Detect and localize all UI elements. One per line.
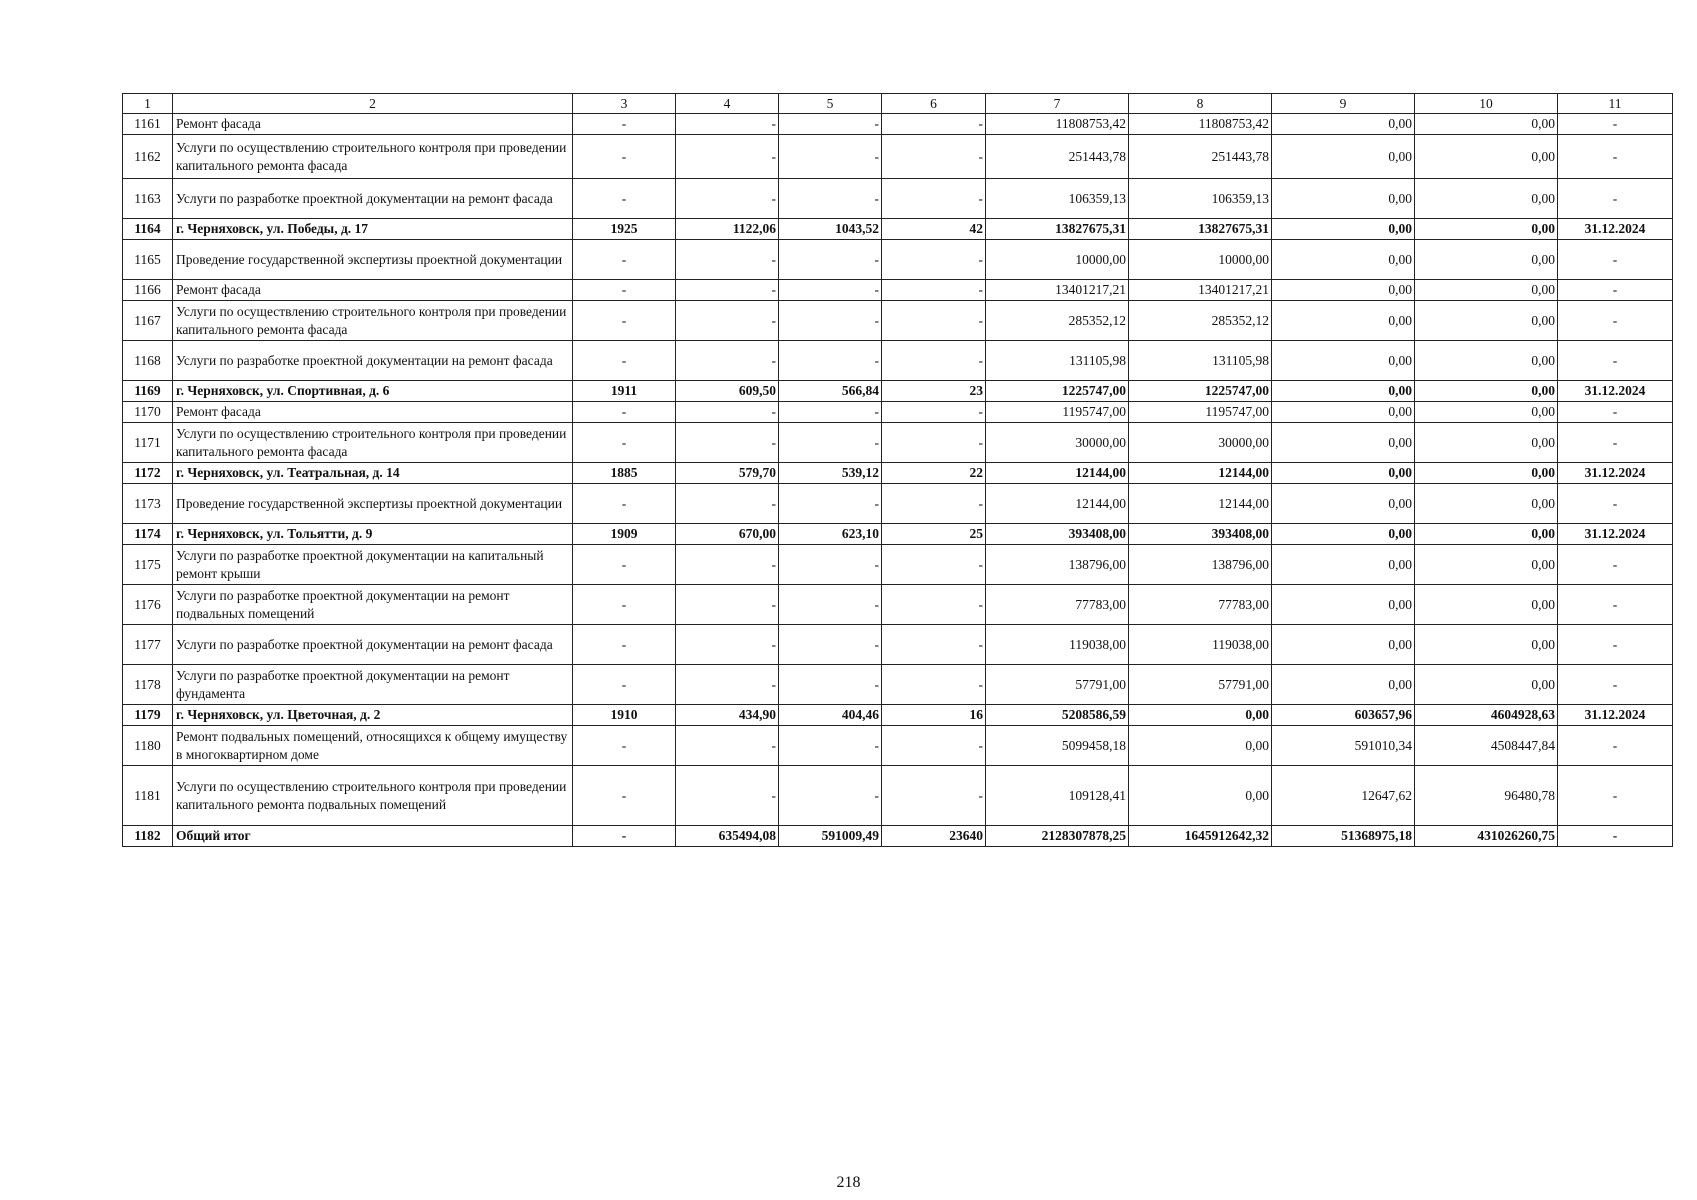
col3-cell: - <box>573 135 676 179</box>
row-number-cell: 1177 <box>123 625 173 665</box>
table-row <box>123 341 1673 381</box>
row-number-cell: 1180 <box>123 726 173 766</box>
col9-cell: 0,00 <box>1272 524 1415 545</box>
col5-cell: - <box>779 341 882 381</box>
col3-cell: - <box>573 665 676 705</box>
col10-cell: 0,00 <box>1415 463 1558 484</box>
col4-cell: - <box>676 766 779 826</box>
col8-cell: 1645912642,32 <box>1129 826 1272 847</box>
col8-cell: 13827675,31 <box>1129 219 1272 240</box>
col9-cell: 0,00 <box>1272 402 1415 423</box>
col7-cell: 393408,00 <box>986 524 1129 545</box>
col9-cell: 0,00 <box>1272 381 1415 402</box>
description-cell: Услуги по осуществлению строительного контроля при проведении капитального ремонта фасада <box>173 301 573 341</box>
col5-cell: - <box>779 545 882 585</box>
col4-cell: 670,00 <box>676 524 779 545</box>
col7-cell: 12144,00 <box>986 484 1129 524</box>
col9-cell: 0,00 <box>1272 179 1415 219</box>
col8-cell: 393408,00 <box>1129 524 1272 545</box>
col5-cell: 404,46 <box>779 705 882 726</box>
col3-cell: - <box>573 240 676 280</box>
col7-cell: 12144,00 <box>986 463 1129 484</box>
col7-cell: 138796,00 <box>986 545 1129 585</box>
col9-cell: 603657,96 <box>1272 705 1415 726</box>
row-number-cell: 1178 <box>123 665 173 705</box>
col8-cell: 12144,00 <box>1129 484 1272 524</box>
col6-cell: - <box>882 423 986 463</box>
row-number-cell: 1165 <box>123 240 173 280</box>
col8-cell: 131105,98 <box>1129 341 1272 381</box>
col11-cell: - <box>1558 826 1673 847</box>
col3-cell: - <box>573 826 676 847</box>
col11-cell: - <box>1558 585 1673 625</box>
col9-cell: 0,00 <box>1272 135 1415 179</box>
col3-cell: - <box>573 114 676 135</box>
col10-cell: 0,00 <box>1415 301 1558 341</box>
col10-cell: 431026260,75 <box>1415 826 1558 847</box>
col4-cell: - <box>676 545 779 585</box>
col11-cell: - <box>1558 766 1673 826</box>
row-number-cell: 1171 <box>123 423 173 463</box>
col11-cell: - <box>1558 423 1673 463</box>
row-number-cell: 1163 <box>123 179 173 219</box>
col6-cell: 16 <box>882 705 986 726</box>
col4-cell: 579,70 <box>676 463 779 484</box>
document-sheet <box>122 93 1672 847</box>
col4-cell: - <box>676 726 779 766</box>
row-number-cell: 1166 <box>123 280 173 301</box>
col5-cell: 566,84 <box>779 381 882 402</box>
col5-cell: - <box>779 726 882 766</box>
col3-cell: - <box>573 301 676 341</box>
table-row <box>123 381 1673 402</box>
description-cell: Услуги по осуществлению строительного контроля при проведении капитального ремонта фасада <box>173 423 573 463</box>
col5-cell: 1043,52 <box>779 219 882 240</box>
col5-cell: - <box>779 402 882 423</box>
col9-cell: 0,00 <box>1272 665 1415 705</box>
col5-cell: 539,12 <box>779 463 882 484</box>
col3-cell: - <box>573 766 676 826</box>
col7-cell: 11808753,42 <box>986 114 1129 135</box>
col3-cell: - <box>573 179 676 219</box>
col8-cell: 138796,00 <box>1129 545 1272 585</box>
col7-cell: 13827675,31 <box>986 219 1129 240</box>
col4-cell: - <box>676 665 779 705</box>
col7-cell: 131105,98 <box>986 341 1129 381</box>
row-number-cell: 1164 <box>123 219 173 240</box>
col5-cell: - <box>779 301 882 341</box>
row-number-cell: 1173 <box>123 484 173 524</box>
col4-cell: - <box>676 301 779 341</box>
description-cell: г. Черняховск, ул. Тольятти, д. 9 <box>173 524 573 545</box>
col11-cell: 31.12.2024 <box>1558 381 1673 402</box>
col5-cell: - <box>779 766 882 826</box>
col8-cell: 11808753,42 <box>1129 114 1272 135</box>
col9-cell: 0,00 <box>1272 114 1415 135</box>
header-cell: 2 <box>173 94 573 114</box>
col10-cell: 4604928,63 <box>1415 705 1558 726</box>
col11-cell: 31.12.2024 <box>1558 219 1673 240</box>
col4-cell: 434,90 <box>676 705 779 726</box>
col5-cell: - <box>779 625 882 665</box>
col5-cell: - <box>779 280 882 301</box>
header-cell: 8 <box>1129 94 1272 114</box>
col10-cell: 96480,78 <box>1415 766 1558 826</box>
description-cell: Услуги по осуществлению строительного контроля при проведении капитального ремонта подвальных помещений <box>173 766 573 826</box>
col11-cell: - <box>1558 341 1673 381</box>
col8-cell: 10000,00 <box>1129 240 1272 280</box>
col7-cell: 77783,00 <box>986 585 1129 625</box>
col6-cell: - <box>882 280 986 301</box>
col8-cell: 1225747,00 <box>1129 381 1272 402</box>
description-cell: Ремонт фасада <box>173 114 573 135</box>
header-cell: 4 <box>676 94 779 114</box>
col10-cell: 0,00 <box>1415 665 1558 705</box>
col11-cell: - <box>1558 545 1673 585</box>
col3-cell: 1885 <box>573 463 676 484</box>
col11-cell: - <box>1558 726 1673 766</box>
col5-cell: - <box>779 114 882 135</box>
col10-cell: 0,00 <box>1415 135 1558 179</box>
row-number-cell: 1161 <box>123 114 173 135</box>
col6-cell: 42 <box>882 219 986 240</box>
table-row <box>123 135 1673 179</box>
description-cell: г. Черняховск, ул. Театральная, д. 14 <box>173 463 573 484</box>
row-number-cell: 1162 <box>123 135 173 179</box>
col3-cell: - <box>573 545 676 585</box>
col3-cell: 1909 <box>573 524 676 545</box>
header-cell: 9 <box>1272 94 1415 114</box>
description-cell: г. Черняховск, ул. Спортивная, д. 6 <box>173 381 573 402</box>
col10-cell: 0,00 <box>1415 280 1558 301</box>
description-cell: Ремонт фасада <box>173 280 573 301</box>
description-cell: Услуги по разработке проектной документации на ремонт фасада <box>173 179 573 219</box>
col11-cell: - <box>1558 402 1673 423</box>
table-row <box>123 585 1673 625</box>
col3-cell: 1910 <box>573 705 676 726</box>
table-row <box>123 240 1673 280</box>
col6-cell: - <box>882 585 986 625</box>
col6-cell: - <box>882 665 986 705</box>
header-cell: 3 <box>573 94 676 114</box>
col7-cell: 57791,00 <box>986 665 1129 705</box>
row-number-cell: 1182 <box>123 826 173 847</box>
col4-cell: - <box>676 625 779 665</box>
col7-cell: 106359,13 <box>986 179 1129 219</box>
col10-cell: 4508447,84 <box>1415 726 1558 766</box>
col11-cell: 31.12.2024 <box>1558 524 1673 545</box>
col7-cell: 119038,00 <box>986 625 1129 665</box>
header-cell: 7 <box>986 94 1129 114</box>
col7-cell: 1195747,00 <box>986 402 1129 423</box>
col7-cell: 5208586,59 <box>986 705 1129 726</box>
col5-cell: 591009,49 <box>779 826 882 847</box>
col9-cell: 12647,62 <box>1272 766 1415 826</box>
col6-cell: - <box>882 301 986 341</box>
description-cell: Проведение государственной экспертизы проектной документации <box>173 484 573 524</box>
col4-cell: 635494,08 <box>676 826 779 847</box>
description-cell: Услуги по разработке проектной документации на ремонт фундамента <box>173 665 573 705</box>
col11-cell: - <box>1558 114 1673 135</box>
col9-cell: 0,00 <box>1272 301 1415 341</box>
table-row <box>123 705 1673 726</box>
col8-cell: 77783,00 <box>1129 585 1272 625</box>
col6-cell: - <box>882 726 986 766</box>
row-number-cell: 1179 <box>123 705 173 726</box>
col8-cell: 285352,12 <box>1129 301 1272 341</box>
col5-cell: - <box>779 585 882 625</box>
col11-cell: - <box>1558 240 1673 280</box>
col8-cell: 251443,78 <box>1129 135 1272 179</box>
col8-cell: 119038,00 <box>1129 625 1272 665</box>
header-cell: 11 <box>1558 94 1673 114</box>
row-number-cell: 1176 <box>123 585 173 625</box>
col7-cell: 1225747,00 <box>986 381 1129 402</box>
col9-cell: 0,00 <box>1272 625 1415 665</box>
col8-cell: 1195747,00 <box>1129 402 1272 423</box>
table-row <box>123 545 1673 585</box>
row-number-cell: 1168 <box>123 341 173 381</box>
col10-cell: 0,00 <box>1415 219 1558 240</box>
col3-cell: - <box>573 585 676 625</box>
col11-cell: - <box>1558 135 1673 179</box>
col7-cell: 2128307878,25 <box>986 826 1129 847</box>
table-row <box>123 301 1673 341</box>
col9-cell: 0,00 <box>1272 341 1415 381</box>
col5-cell: - <box>779 179 882 219</box>
description-cell: Услуги по разработке проектной документации на ремонт фасада <box>173 341 573 381</box>
col9-cell: 0,00 <box>1272 484 1415 524</box>
col10-cell: 0,00 <box>1415 402 1558 423</box>
col6-cell: - <box>882 179 986 219</box>
header-cell: 6 <box>882 94 986 114</box>
table-row <box>123 114 1673 135</box>
col11-cell: - <box>1558 625 1673 665</box>
col11-cell: - <box>1558 179 1673 219</box>
description-cell: Услуги по разработке проектной документации на капитальный ремонт крыши <box>173 545 573 585</box>
col11-cell: - <box>1558 484 1673 524</box>
col6-cell: - <box>882 484 986 524</box>
table-row <box>123 219 1673 240</box>
table-row <box>123 179 1673 219</box>
description-cell: Услуги по осуществлению строительного контроля при проведении капитального ремонта фасада <box>173 135 573 179</box>
page-number: 218 <box>836 1174 861 1191</box>
table-row <box>123 625 1673 665</box>
col9-cell: 0,00 <box>1272 219 1415 240</box>
col11-cell: 31.12.2024 <box>1558 463 1673 484</box>
col8-cell: 0,00 <box>1129 705 1272 726</box>
col9-cell: 51368975,18 <box>1272 826 1415 847</box>
col7-cell: 13401217,21 <box>986 280 1129 301</box>
col8-cell: 12144,00 <box>1129 463 1272 484</box>
col10-cell: 0,00 <box>1415 179 1558 219</box>
table-row <box>123 665 1673 705</box>
col10-cell: 0,00 <box>1415 341 1558 381</box>
col4-cell: - <box>676 240 779 280</box>
col10-cell: 0,00 <box>1415 625 1558 665</box>
table-row <box>123 423 1673 463</box>
row-number-cell: 1170 <box>123 402 173 423</box>
col7-cell: 30000,00 <box>986 423 1129 463</box>
col4-cell: 1122,06 <box>676 219 779 240</box>
col6-cell: - <box>882 114 986 135</box>
col4-cell: - <box>676 423 779 463</box>
col5-cell: - <box>779 484 882 524</box>
header-cell: 5 <box>779 94 882 114</box>
table-row <box>123 463 1673 484</box>
description-cell: Проведение государственной экспертизы проектной документации <box>173 240 573 280</box>
col7-cell: 5099458,18 <box>986 726 1129 766</box>
col6-cell: - <box>882 545 986 585</box>
col4-cell: 609,50 <box>676 381 779 402</box>
col4-cell: - <box>676 402 779 423</box>
col6-cell: - <box>882 240 986 280</box>
col9-cell: 591010,34 <box>1272 726 1415 766</box>
description-cell: Ремонт подвальных помещений, относящихся к общему имуществу в многоквартирном доме <box>173 726 573 766</box>
col10-cell: 0,00 <box>1415 381 1558 402</box>
col4-cell: - <box>676 585 779 625</box>
table-row <box>123 766 1673 826</box>
row-number-cell: 1172 <box>123 463 173 484</box>
col7-cell: 285352,12 <box>986 301 1129 341</box>
col8-cell: 0,00 <box>1129 766 1272 826</box>
col10-cell: 0,00 <box>1415 114 1558 135</box>
col10-cell: 0,00 <box>1415 484 1558 524</box>
description-cell: Услуги по разработке проектной документации на ремонт фасада <box>173 625 573 665</box>
col6-cell: 22 <box>882 463 986 484</box>
col4-cell: - <box>676 484 779 524</box>
col5-cell: - <box>779 135 882 179</box>
col6-cell: - <box>882 402 986 423</box>
col8-cell: 0,00 <box>1129 726 1272 766</box>
col10-cell: 0,00 <box>1415 240 1558 280</box>
col11-cell: - <box>1558 665 1673 705</box>
col3-cell: 1925 <box>573 219 676 240</box>
row-number-cell: 1175 <box>123 545 173 585</box>
col4-cell: - <box>676 135 779 179</box>
col3-cell: - <box>573 484 676 524</box>
description-cell: Общий итог <box>173 826 573 847</box>
col10-cell: 0,00 <box>1415 545 1558 585</box>
repair-schedule-table <box>122 93 1673 847</box>
col4-cell: - <box>676 114 779 135</box>
col8-cell: 13401217,21 <box>1129 280 1272 301</box>
col4-cell: - <box>676 280 779 301</box>
header-cell: 10 <box>1415 94 1558 114</box>
table-row <box>123 402 1673 423</box>
col3-cell: - <box>573 280 676 301</box>
col9-cell: 0,00 <box>1272 280 1415 301</box>
col6-cell: 23640 <box>882 826 986 847</box>
col7-cell: 10000,00 <box>986 240 1129 280</box>
col6-cell: - <box>882 766 986 826</box>
col3-cell: - <box>573 341 676 381</box>
col8-cell: 30000,00 <box>1129 423 1272 463</box>
description-cell: г. Черняховск, ул. Победы, д. 17 <box>173 219 573 240</box>
col10-cell: 0,00 <box>1415 585 1558 625</box>
col9-cell: 0,00 <box>1272 240 1415 280</box>
column-number-header-row <box>123 94 1673 114</box>
col11-cell: - <box>1558 280 1673 301</box>
row-number-cell: 1167 <box>123 301 173 341</box>
col3-cell: - <box>573 423 676 463</box>
col3-cell: - <box>573 726 676 766</box>
table-row <box>123 524 1673 545</box>
col6-cell: 25 <box>882 524 986 545</box>
table-row <box>123 280 1673 301</box>
row-number-cell: 1181 <box>123 766 173 826</box>
col4-cell: - <box>676 341 779 381</box>
col5-cell: - <box>779 665 882 705</box>
col7-cell: 109128,41 <box>986 766 1129 826</box>
description-cell: Ремонт фасада <box>173 402 573 423</box>
col3-cell: - <box>573 402 676 423</box>
col6-cell: - <box>882 625 986 665</box>
col11-cell: 31.12.2024 <box>1558 705 1673 726</box>
col3-cell: - <box>573 625 676 665</box>
col11-cell: - <box>1558 301 1673 341</box>
table-row <box>123 484 1673 524</box>
table-body <box>123 94 1673 847</box>
row-number-cell: 1169 <box>123 381 173 402</box>
col10-cell: 0,00 <box>1415 524 1558 545</box>
col6-cell: - <box>882 341 986 381</box>
col10-cell: 0,00 <box>1415 423 1558 463</box>
col9-cell: 0,00 <box>1272 463 1415 484</box>
table-row <box>123 826 1673 847</box>
description-cell: г. Черняховск, ул. Цветочная, д. 2 <box>173 705 573 726</box>
row-number-cell: 1174 <box>123 524 173 545</box>
col8-cell: 106359,13 <box>1129 179 1272 219</box>
col5-cell: - <box>779 423 882 463</box>
description-cell: Услуги по разработке проектной документации на ремонт подвальных помещений <box>173 585 573 625</box>
col3-cell: 1911 <box>573 381 676 402</box>
col4-cell: - <box>676 179 779 219</box>
col9-cell: 0,00 <box>1272 585 1415 625</box>
table-row <box>123 726 1673 766</box>
col9-cell: 0,00 <box>1272 545 1415 585</box>
col5-cell: - <box>779 240 882 280</box>
col8-cell: 57791,00 <box>1129 665 1272 705</box>
col9-cell: 0,00 <box>1272 423 1415 463</box>
col7-cell: 251443,78 <box>986 135 1129 179</box>
col5-cell: 623,10 <box>779 524 882 545</box>
col6-cell: - <box>882 135 986 179</box>
header-cell: 1 <box>123 94 173 114</box>
col6-cell: 23 <box>882 381 986 402</box>
